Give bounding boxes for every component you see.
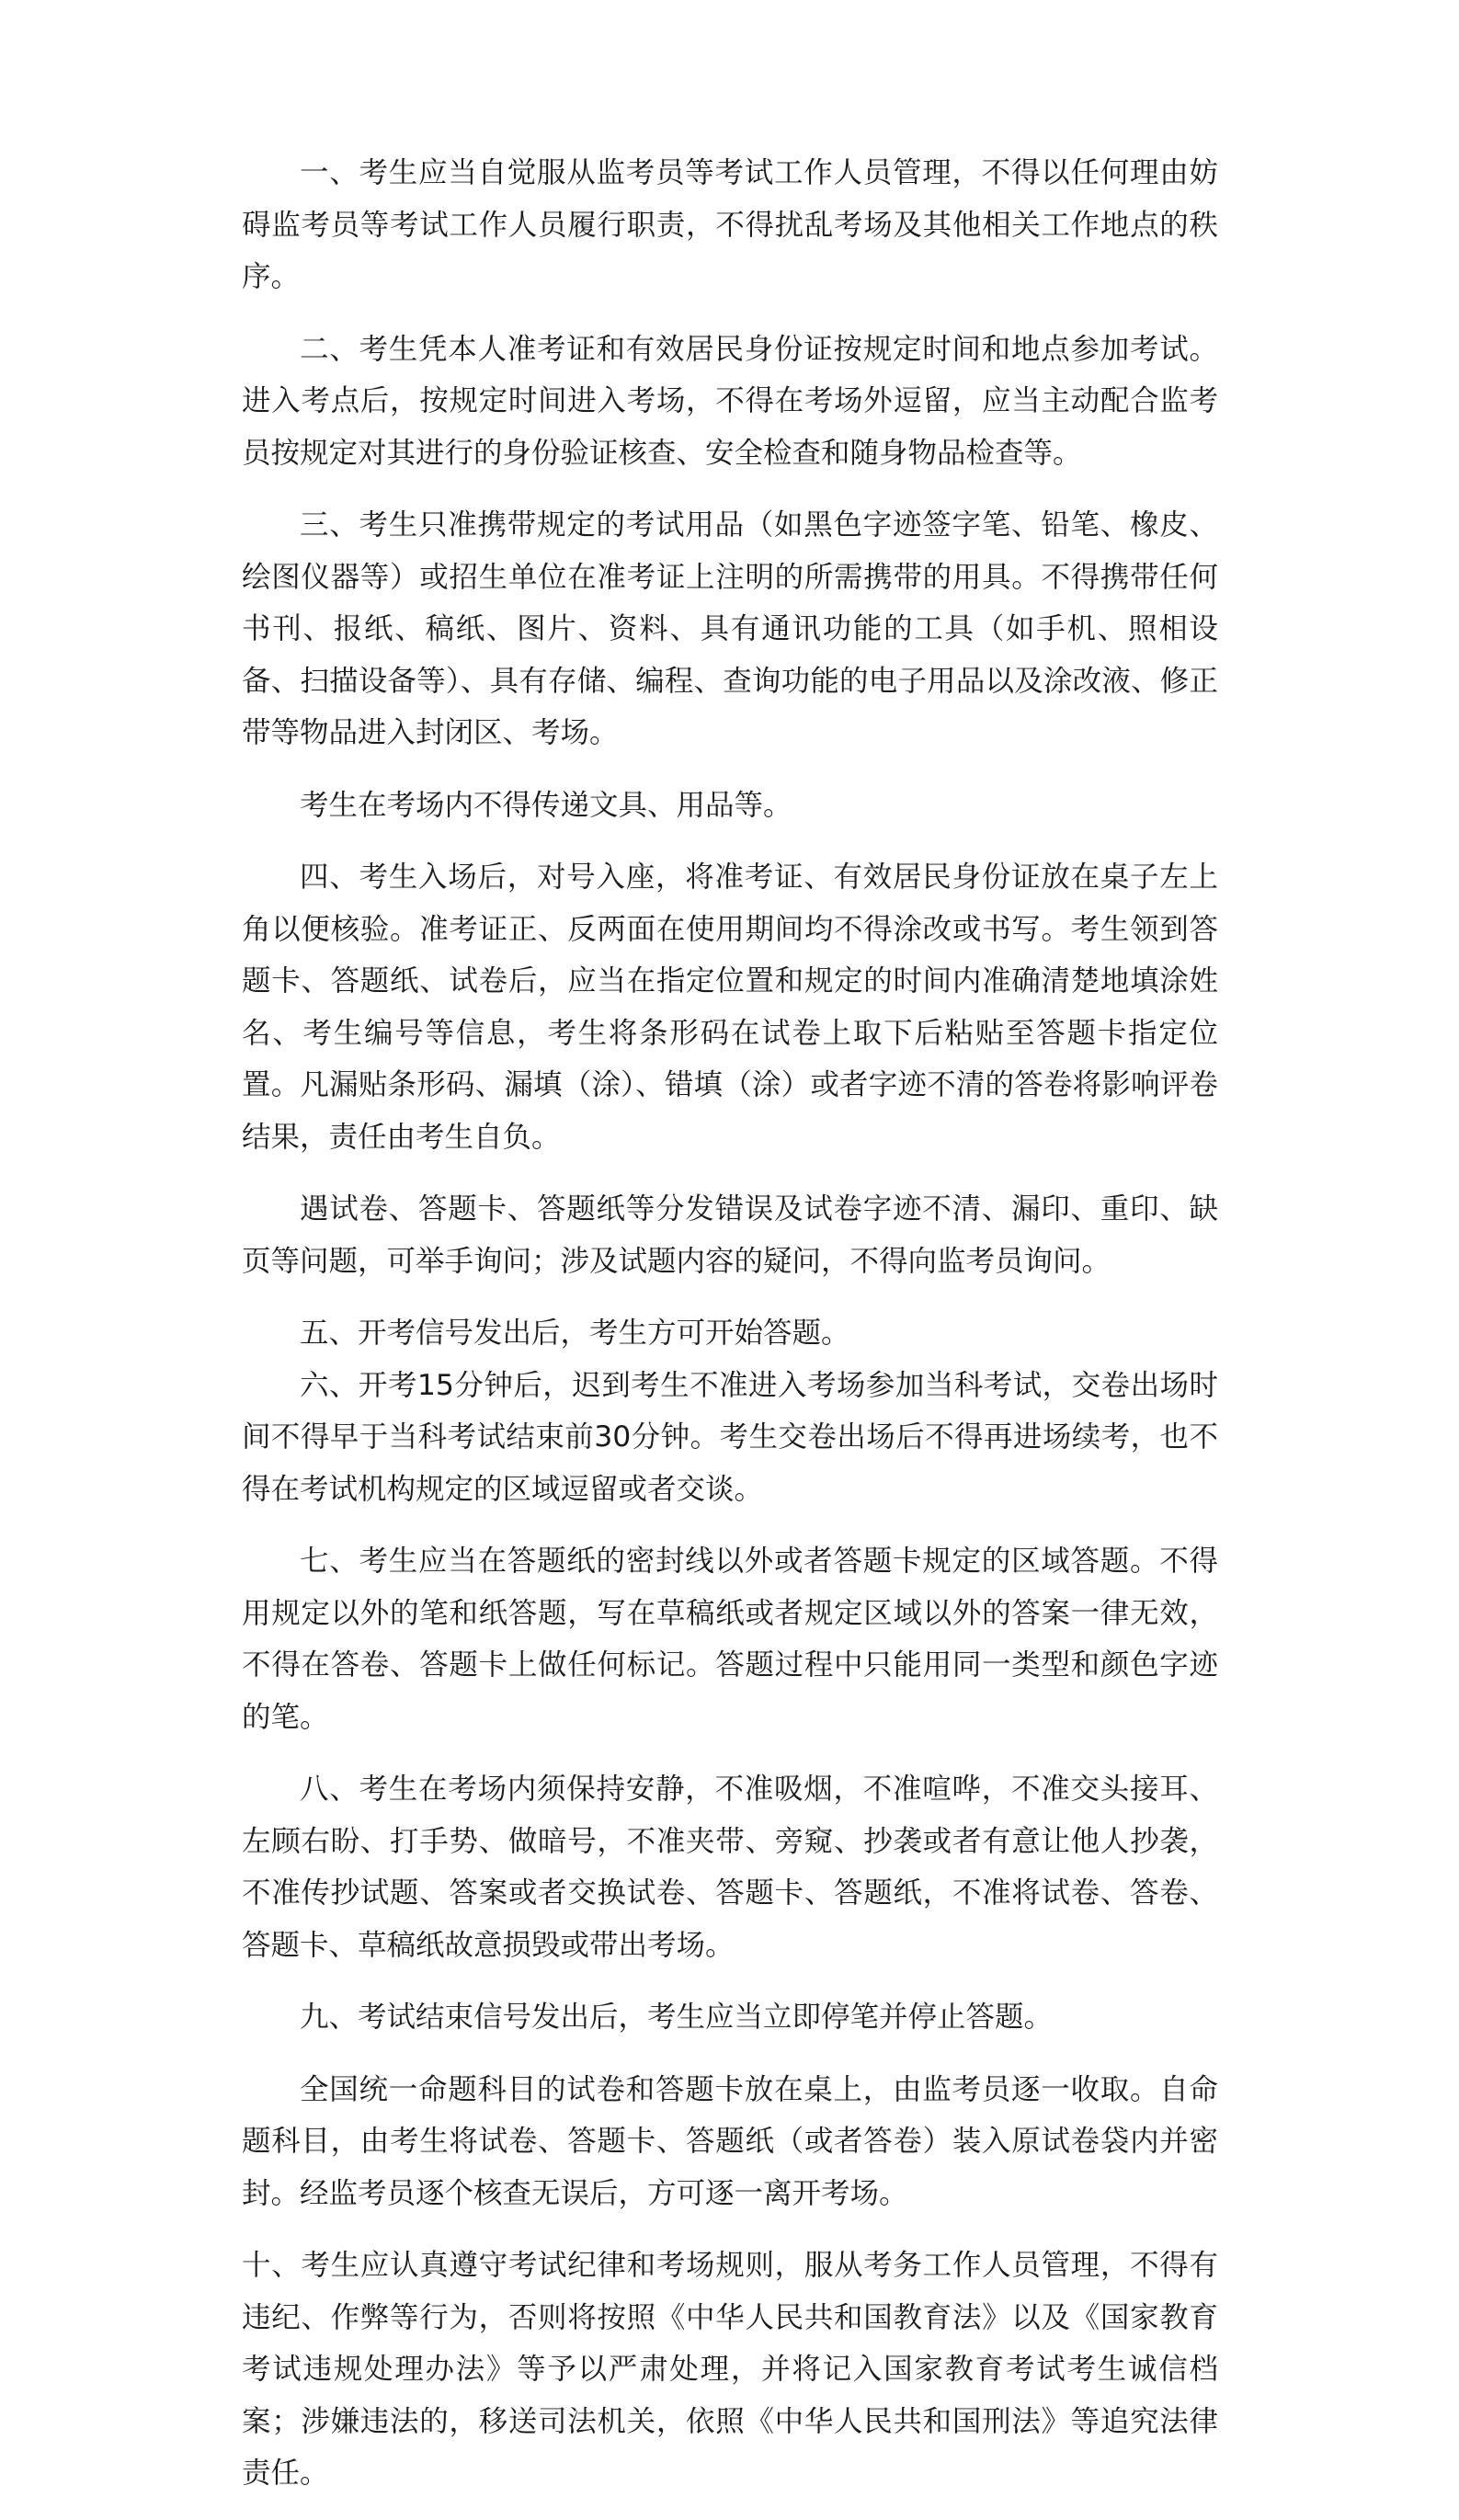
rule-paragraph-9: 九、考试结束信号发出后，考生应当立即停笔并停止答题。	[300, 2001, 1054, 2034]
rule-paragraph-9-note: 全国统一命题科目的试卷和答题卡放在桌上，由监考员逐一收取。自命题科目，由考生将试卷、答题卡、答题纸（或者答卷）装入原试卷袋内并密封。经监考员逐个核查无误后，方可逐一离开考场。	[242, 2072, 1218, 2210]
rule-paragraph-4-note: 遇试卷、答题卡、答题纸等分发错误及试卷字迹不清、漏印、重印、缺页等问题，可举手询问；涉及试题内容的疑问，不得向监考员询问。	[242, 1192, 1218, 1278]
rule-paragraph-5: 五、开考信号发出后，考生方可开始答题。	[300, 1317, 850, 1350]
rule-paragraph-4: 四、考生入场后，对号入座，将准考证、有效居民身份证放在桌子左上角以便核验。准考证正、反两面在使用期间均不得涂改或书写。考生领到答题卡、答题纸、试卷后，应当在指定位置和规定的时间内准确清楚地填涂姓名、考生编号等信息，考生将条形码在试卷上取下后粘贴至答题卡指定位置。凡漏贴条形码、漏填（涂）、错填（涂）或者字迹不清的答卷将影响评卷结果，责任由考生自负。	[242, 861, 1218, 1154]
rule-paragraph-10: 十、考生应认真遵守考试纪律和考场规则，服从考务工作人员管理，不得有违纪、作弊等行为，否则将按照《中华人民共和国教育法》以及《国家教育考试违规处理办法》等予以严肃处理，并将记入国家教育考试考生诚信档案；涉嫌违法的，移送司法机关，依照《中华人民共和国刑法》等追究法律责任。	[242, 2249, 1218, 2490]
rule-paragraph-3: 三、考生只准携带规定的考试用品（如黑色字迹签字笔、铅笔、橡皮、绘图仪器等）或招生单位在准考证上注明的所需携带的用具。不得携带任何书刊、报纸、稿纸、图片、资料、具有通讯功能的工具（如手机、照相设备、扫描设备等）、具有存储、编程、查询功能的电子用品以及涂改液、修正带等物品进入封闭区、考场。	[242, 508, 1218, 749]
rule-paragraph-1: 一、考生应当自觉服从监考员等考试工作人员管理，不得以任何理由妨碍监考员等考试工作人员履行职责，不得扰乱考场及其他相关工作地点的秩序。	[242, 156, 1218, 293]
rule-paragraph-8: 八、考生在考场内须保持安静，不准吸烟，不准喧哗，不准交头接耳、左顾右盼、打手势、做暗号，不准夹带、旁窥、抄袭或者有意让他人抄袭，不准传抄试题、答案或者交换试卷、答题卡、答题纸，不准将试卷、答卷、答题卡、草稿纸故意损毁或带出考场。	[242, 1773, 1218, 1962]
rule-paragraph-6: 六、开考15分钟后，迟到考生不准进入考场参加当科考试，交卷出场时间不得早于当科考试结束前30分钟。考生交卷出场后不得再进场续考，也不得在考试机构规定的区域逗留或者交谈。	[242, 1368, 1218, 1506]
rule-paragraph-2: 二、考生凭本人准考证和有效居民身份证按规定时间和地点参加考试。进入考点后，按规定时间进入考场，不得在考场外逗留，应当主动配合监考员按规定对其进行的身份验证核查、安全检查和随身物品检查等。	[242, 332, 1218, 470]
rule-paragraph-7: 七、考生应当在答题纸的密封线以外或者答题卡规定的区域答题。不得用规定以外的笔和纸答题，写在草稿纸或者规定区域以外的答案一律无效，不得在答卷、答题卡上做任何标记。答题过程中只能用同一类型和颜色字迹的笔。	[242, 1545, 1218, 1734]
document-body	[242, 147, 1218, 2520]
rule-paragraph-3-note: 考生在考场内不得传递文具、用品等。	[300, 788, 792, 822]
